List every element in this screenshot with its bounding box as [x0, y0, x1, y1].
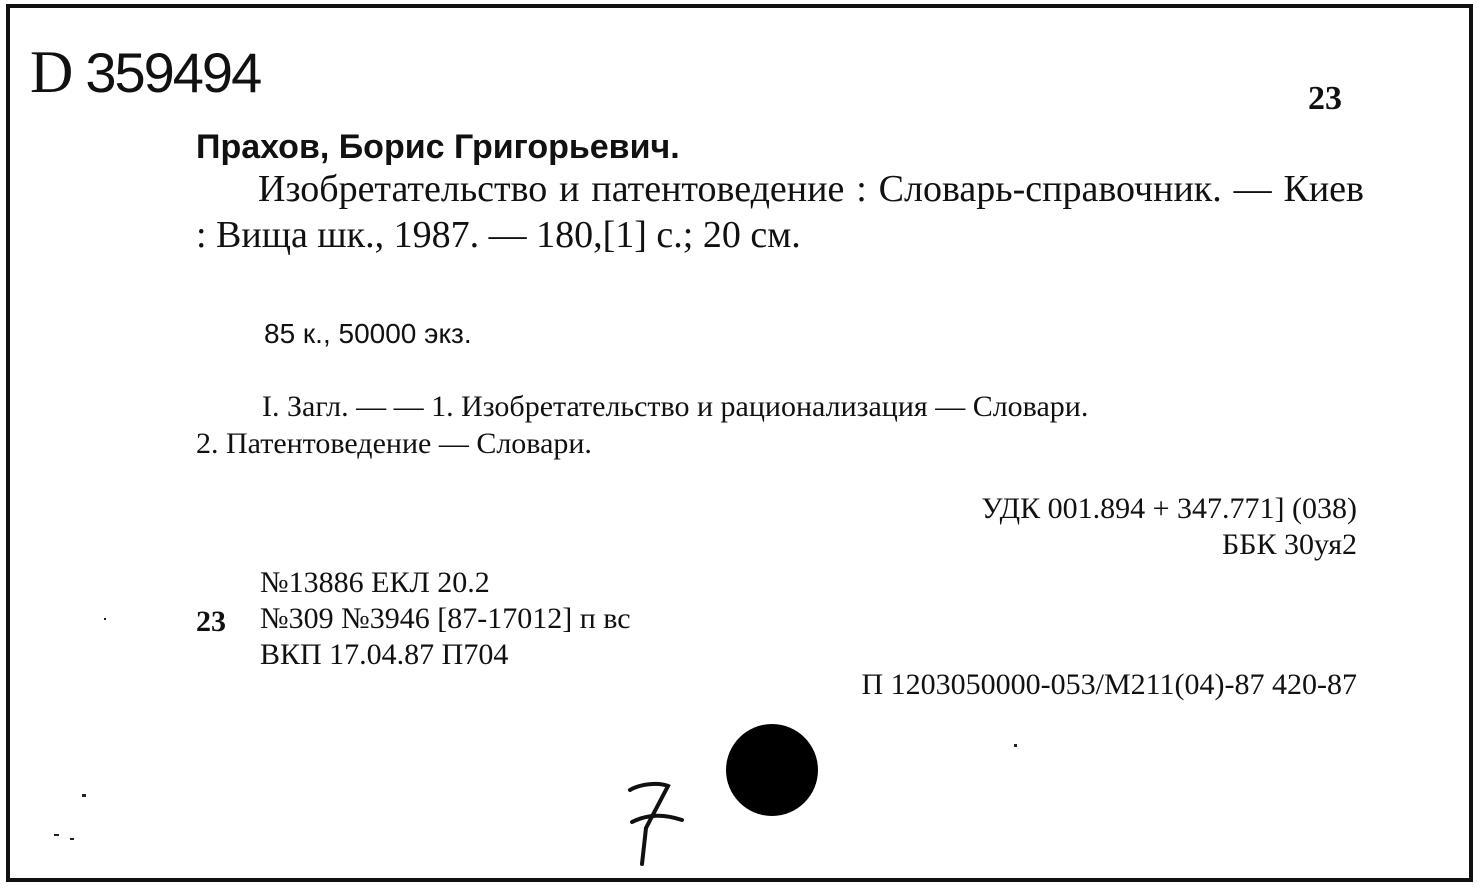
- subjects-line-2: 2. Патентоведение — Словари.: [196, 427, 592, 460]
- tech-line-2: №309 №3946 [87-17012] п вс: [260, 602, 631, 635]
- handwritten-mark-icon: [618, 768, 698, 868]
- catalog-mark: D: [30, 39, 72, 105]
- tech-line-1: №13886 ЕКЛ 20.2: [260, 566, 490, 599]
- tech-line-3: ВКП 17.04.87 П704: [260, 638, 509, 671]
- speck: [82, 794, 86, 797]
- publication-code: П 1203050000-053/М211(04)-87 420-87: [861, 668, 1357, 701]
- catalog-number-value: 359494: [85, 41, 261, 104]
- title-statement: [196, 166, 1364, 258]
- speck: [1014, 744, 1017, 747]
- tech-number: 23: [196, 605, 226, 638]
- speck: [104, 618, 106, 620]
- card-number: 23: [1308, 80, 1342, 117]
- subjects-line-1: I. Загл. — — 1. Изобретательство и рационализация — Словари.: [262, 390, 1089, 423]
- bbk-code: ББК 30уя2: [1221, 528, 1357, 561]
- catalog-card: [6, 4, 1473, 882]
- udk-code: УДК 001.894 + 347.771] (038): [981, 492, 1357, 525]
- speck: [70, 838, 74, 840]
- author-heading: Прахов, Борис Григорьевич.: [196, 128, 680, 166]
- punch-hole-dot: [726, 724, 818, 816]
- title-statement-text: Изобретательство и патентоведение : Словарь-справочник. — Киев : Вища шк., 1987. — 180,[1] с.; 20 см.: [196, 168, 1364, 256]
- price-line: 85 к., 50000 экз.: [264, 318, 472, 349]
- catalog-number: [30, 38, 260, 107]
- speck: [54, 834, 59, 836]
